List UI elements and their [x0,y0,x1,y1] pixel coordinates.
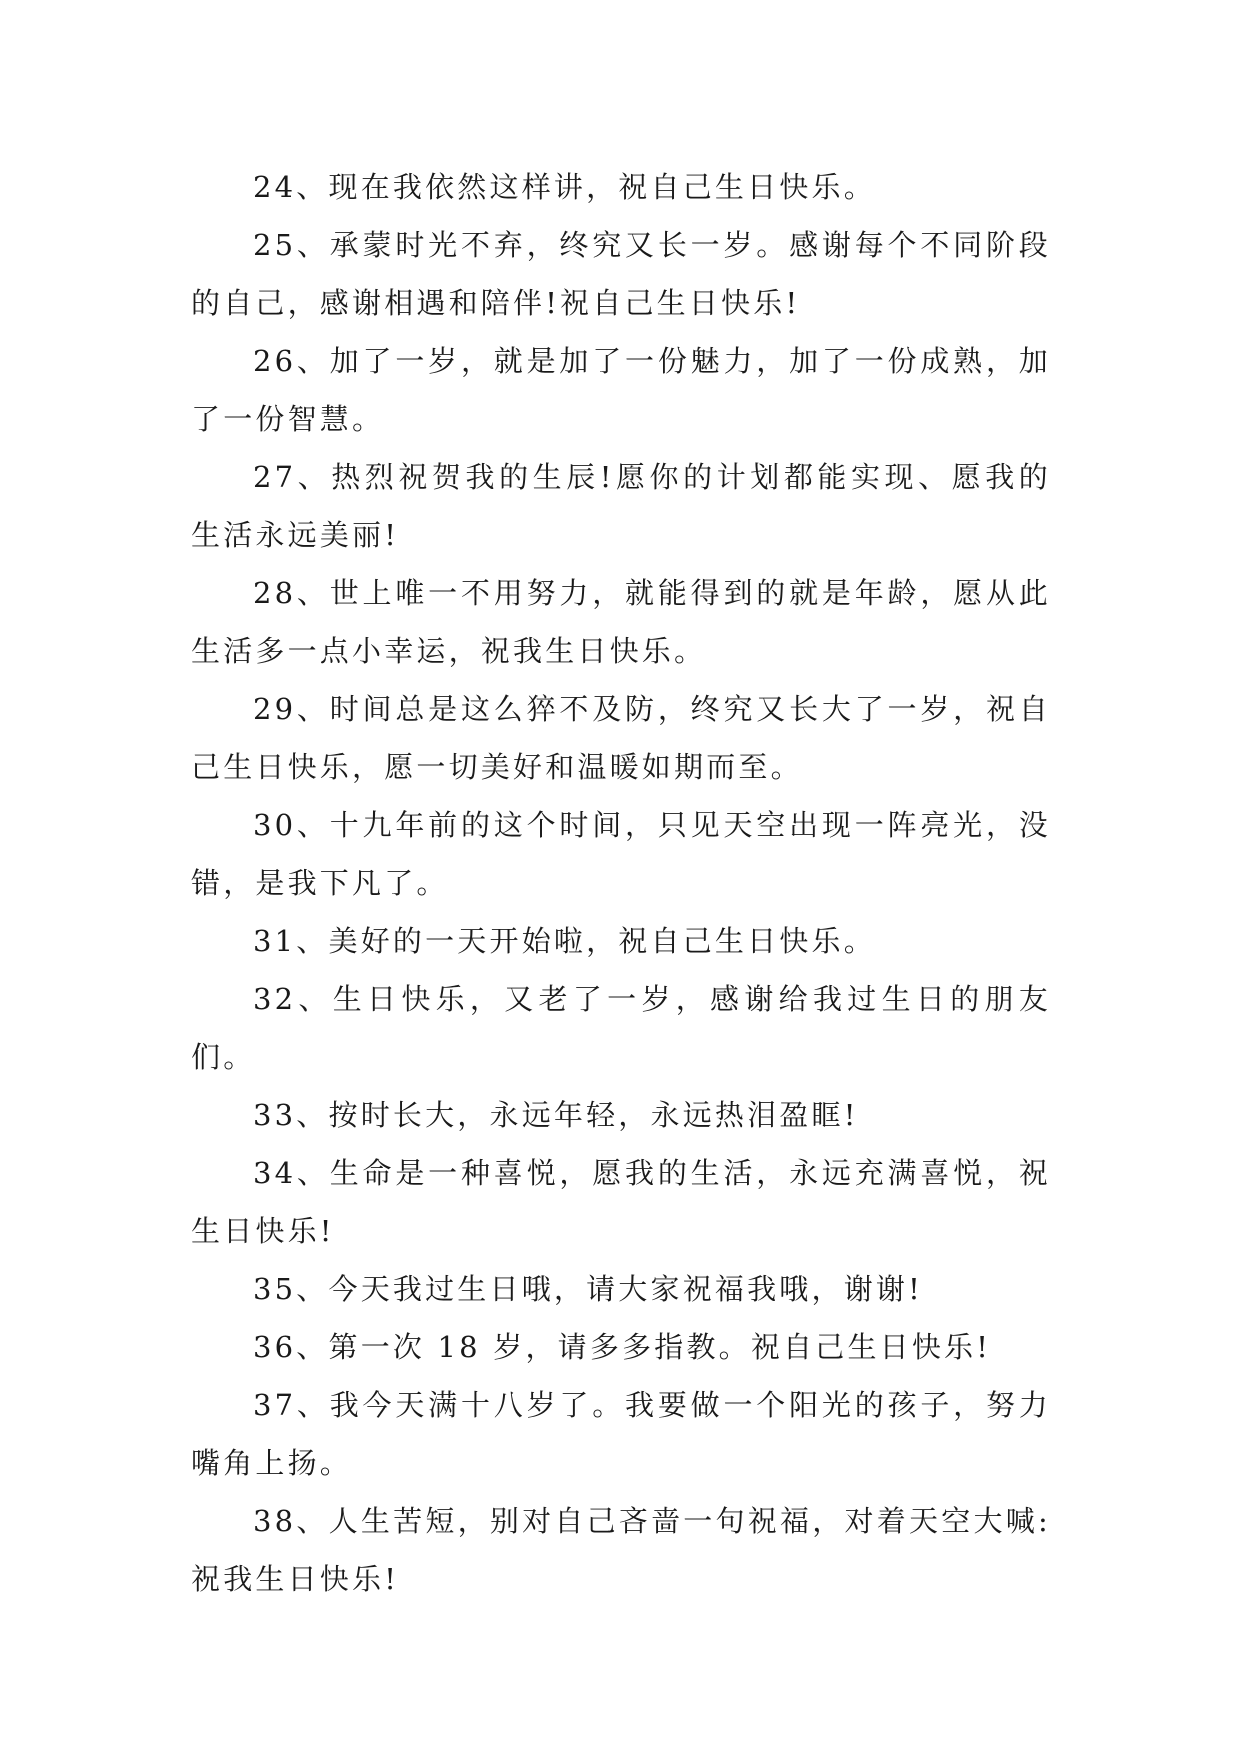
paragraph-30: 30、十九年前的这个时间，只见天空出现一阵亮光，没错，是我下凡了。 [191,808,1051,900]
paragraph-29: 29、时间总是这么猝不及防，终究又长大了一岁，祝自己生日快乐，愿一切美好和温暖如期而至。 [191,692,1051,784]
paragraph-24: 24、现在我依然这样讲，祝自己生日快乐。 [253,170,876,204]
paragraph-32: 32、生日快乐，又老了一岁，感谢给我过生日的朋友们。 [191,982,1051,1074]
paragraph-35: 35、今天我过生日哦，请大家祝福我哦，谢谢! [253,1272,923,1306]
paragraph-33: 33、按时长大，永远年轻，永远热泪盈眶! [253,1098,859,1132]
paragraph-36: 36、第一次 18 岁，请多多指教。祝自己生日快乐! [253,1330,992,1364]
paragraph-38: 38、人生苦短，别对自己吝啬一句祝福，对着天空大喊:祝我生日快乐! [191,1504,1051,1596]
paragraph-25: 25、承蒙时光不弃，终究又长一岁。感谢每个不同阶段的自己，感谢相遇和陪伴!祝自己生日快乐! [191,228,1051,320]
document-body [191,158,1051,1608]
paragraph-28: 28、世上唯一不用努力，就能得到的就是年龄，愿从此生活多一点小幸运，祝我生日快乐。 [191,576,1051,668]
paragraph-27: 27、热烈祝贺我的生辰!愿你的计划都能实现、愿我的生活永远美丽! [191,460,1051,552]
paragraph-31: 31、美好的一天开始啦，祝自己生日快乐。 [253,924,876,958]
paragraph-37: 37、我今天满十八岁了。我要做一个阳光的孩子，努力嘴角上扬。 [191,1388,1051,1480]
paragraph-34: 34、生命是一种喜悦，愿我的生活，永远充满喜悦，祝生日快乐! [191,1156,1051,1248]
paragraph-26: 26、加了一岁，就是加了一份魅力，加了一份成熟，加了一份智慧。 [191,344,1051,436]
